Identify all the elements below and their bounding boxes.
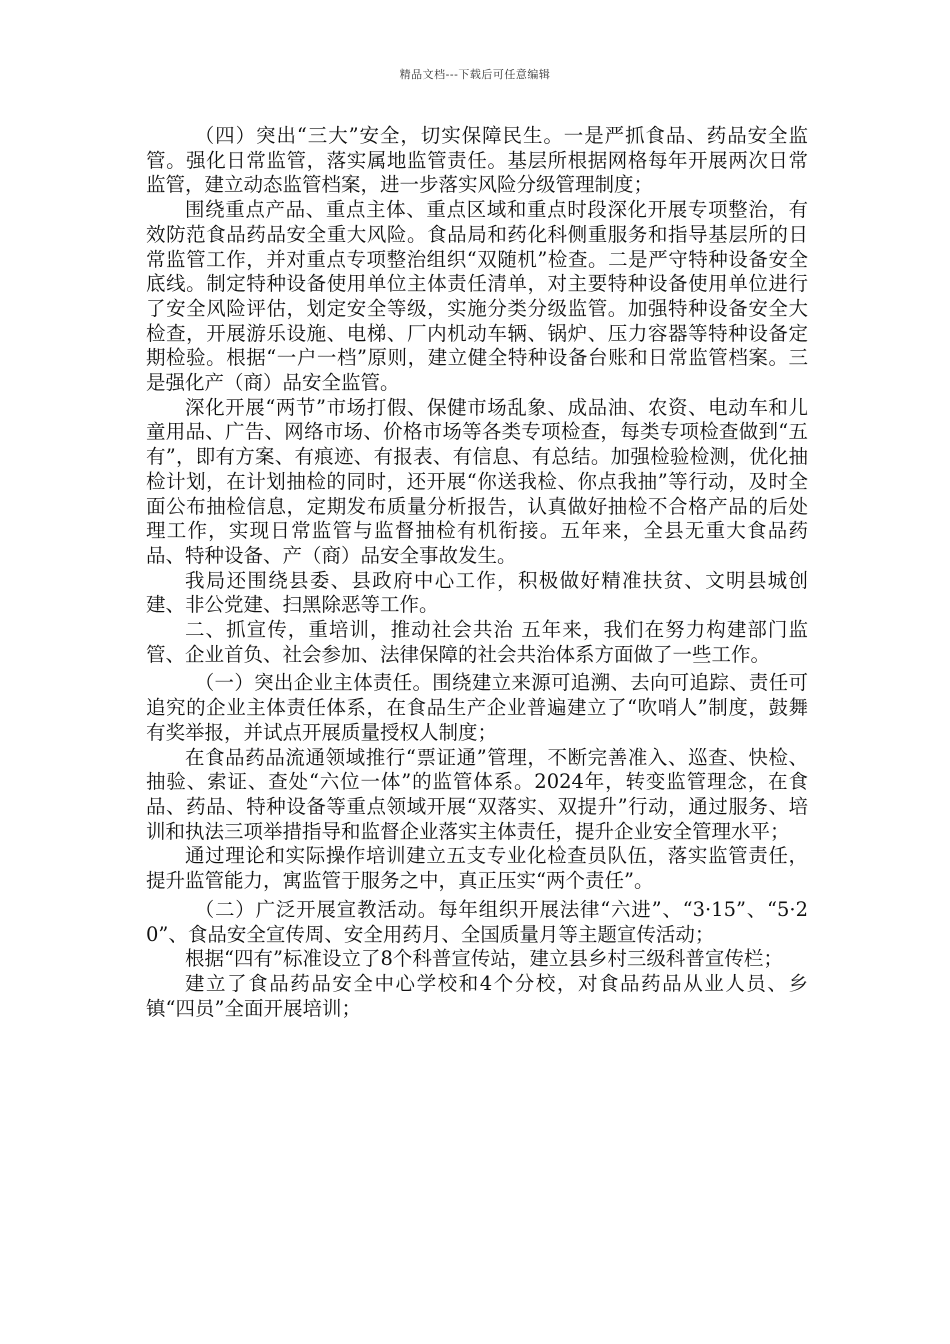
paragraph: 根据“四有”标准设立了8个科普宣传站，建立县乡村三级科普宣传栏；: [185, 947, 783, 971]
paragraph: 建立了食品药品安全中心学校和4个分校，对食品药品从业人员、乡镇“四员”全面开展培训；: [146, 971, 808, 1020]
paragraph: （二）广泛开展宣教活动。每年组织开展法律“六进”、“3·15”、“5·20”、食品安全宣传周、安全用药月、全国质量月等主题宣传活动；: [146, 897, 808, 946]
document-body: [146, 124, 808, 1021]
paragraph: 围绕重点产品、重点主体、重点区域和重点时段深化开展专项整治，有效防范食品药品安全重大风险。食品局和药化科侧重服务和指导基层所的日常监管工作，并对重点专项整治组织“双随机”检查。二是严守特种设备安全底线。制定特种设备使用单位主体责任清单，对主要特种设备使用单位进行了安全风险评估，划定安全等级，实施分类分级监管。加强特种设备安全大检查，开展游乐设施、电梯、厂内机动车辆、锅炉、压力容器等特种设备定期检验。根据“一户一档”原则，建立健全特种设备台账和日常监管档案。三是强化产（商）品安全监管。: [146, 198, 808, 395]
page-header: 精品文档---下载后可任意编辑: [399, 68, 551, 81]
paragraph: 通过理论和实际操作培训建立五支专业化检查员队伍，落实监管责任，提升监管能力，寓监管于服务之中，真正压实“两个责任”。: [146, 844, 808, 893]
paragraph: 我局还围绕县委、县政府中心工作，积极做好精准扶贫、文明县城创建、非公党建、扫黑除恶等工作。: [146, 568, 808, 617]
paragraph: 二、抓宣传，重培训，推动社会共治 五年来，我们在努力构建部门监管、企业首负、社会参加、法律保障的社会共治体系方面做了一些工作。: [146, 618, 808, 666]
paragraph: （四）突出“三大”安全，切实保障民生。一是严抓食品、药品安全监管。强化日常监管，落实属地监管责任。基层所根据网格每年开展两次日常监管，建立动态监管档案，进一步落实风险分级管理制度；: [146, 124, 808, 197]
paragraph: 在食品药品流通领域推行“票证通”管理，不断完善准入、巡查、快检、抽验、索证、查处“六位一体”的监管体系。2024年，转变监管理念，在食品、药品、特种设备等重点领域开展“双落实、双提升”行动，通过服务、培训和执法三项举措指导和监督企业落实主体责任，提升企业安全管理水平；: [146, 745, 808, 843]
paragraph: （一）突出企业主体责任。围绕建立来源可追溯、去向可追踪、责任可追究的企业主体责任体系，在食品生产企业普遍建立了“吹哨人”制度，鼓舞有奖举报，并试点开展质量授权人制度；: [146, 671, 808, 744]
paragraph: 深化开展“两节”市场打假、保健市场乱象、成品油、农资、电动车和儿童用品、广告、网络市场、价格市场等各类专项检查，每类专项检查做到“五有”，即有方案、有痕迹、有报表、有信息、有总结。加强检验检测，优化抽检计划，在计划抽检的同时，还开展“你送我检、你点我抽”等行动，及时全面公布抽检信息，定期发布质量分析报告，认真做好抽检不合格产品的后处理工作，实现日常监管与监督抽检有机衔接。五年来，全县无重大食品药品、特种设备、产（商）品安全事故发生。: [146, 395, 808, 567]
